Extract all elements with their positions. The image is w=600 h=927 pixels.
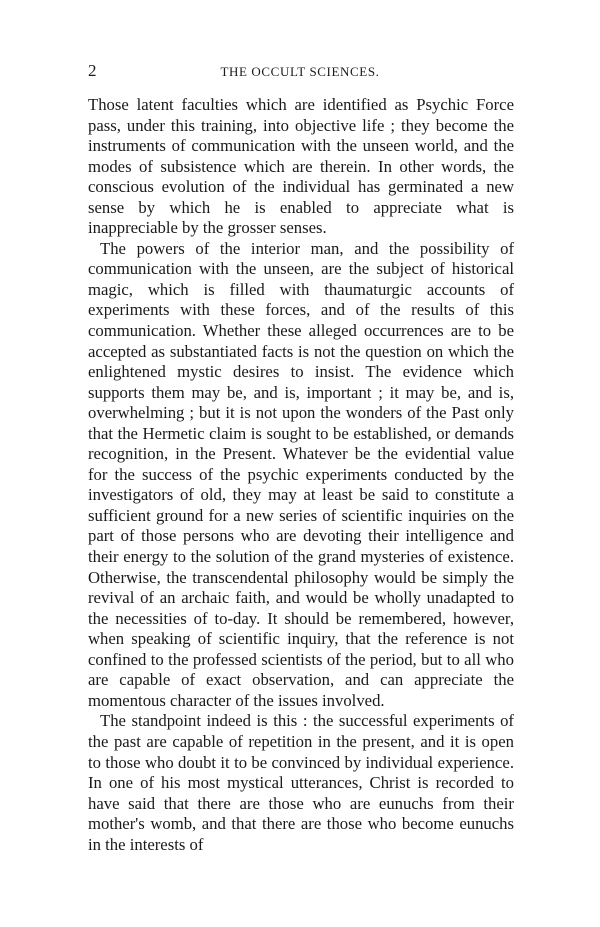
paragraph: The powers of the interior man, and the possibility of communication with the unseen, are the subject of historical magic, which is filled with thaumaturgic accounts of experiments with these forces, and of the results of this communication. Whether these alleged occurrences are to be accepted as substantiated facts is not the question on which the enlightened mystic desires to insist. The evidence which supports them may be, and is, important ; it may be, and is, overwhelming ; but it is not upon the wonders of the Past only that the Hermetic claim is sought to be established, or demands recognition, in the Present. Whatever be the evidential value for the success of the psychic experiments conducted by the investigators of old, they may at least be said to constitute a sufficient ground for a new series of scientific inquiries on the part of those persons who are devoting their intelligence and their energy to the solution of the grand mysteries of existence. Otherwise, the transcendental philosophy would be simply the revival of an archaic faith, and would be wholly unadapted to the necessities of to-day. It should be remembered, however, when speaking of scientific inquiry, that the reference is not confined to the professed scientists of the period, but to all who are capable of exact observation, and can appreciate the momentous character of the issues involved. (88, 238, 514, 710)
page-header (88, 60, 512, 82)
page-number: 2 (88, 61, 97, 80)
paragraph: Those latent faculties which are identified as Psychic Force pass, under this training, into objective life ; they become the instruments of communication with the unseen world, and the modes of subsistence which are therein. In other words, the conscious evolution of the individual has germinated a new sense by which he is enabled to appreciate what is inappreciable by the grosser senses. (88, 95, 514, 238)
body-text (88, 95, 514, 855)
running-title: THE OCCULT SCIENCES. (220, 64, 380, 79)
paragraph: The standpoint indeed is this : the successful experiments of the past are capable of repetition in the present, and it is open to those who doubt it to be convinced by individual experience. In one of his most mystical utterances, Christ is recorded to have said that there are those who are eunuchs from their mother's womb, and that there are those who become eunuchs in the interests of (88, 711, 514, 854)
